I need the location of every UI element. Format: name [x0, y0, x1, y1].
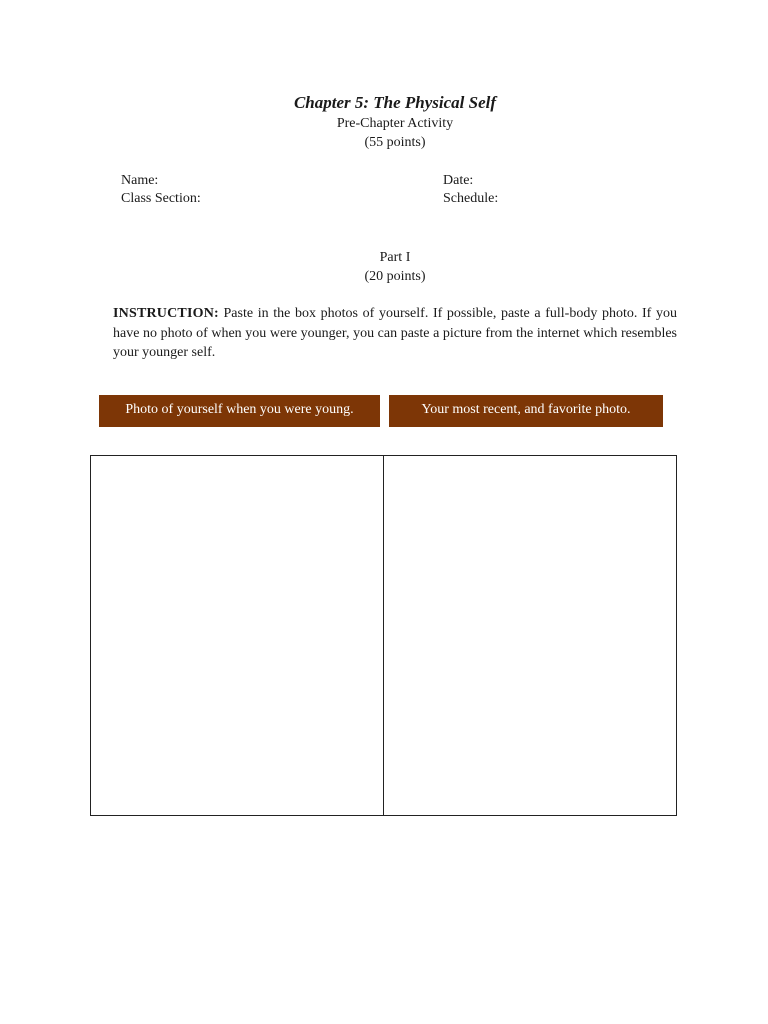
- class-section-label: Class Section:: [121, 191, 201, 206]
- instruction-paragraph: [113, 304, 677, 363]
- total-points: (55 points): [364, 135, 426, 150]
- young-photo-label: Photo of yourself when you were young.: [99, 395, 380, 427]
- recent-photo-box[interactable]: [383, 456, 676, 815]
- date-label: Date:: [443, 173, 474, 188]
- part-title: Part I: [379, 250, 411, 265]
- instruction-label: INSTRUCTION:: [113, 306, 219, 321]
- instruction-text: Paste in the box photos of yourself. If possible, paste a full-body photo. If you have no photo of when you were younger, you can paste a picture from the internet which resembles your younger self.: [113, 306, 677, 360]
- young-photo-box[interactable]: [91, 456, 383, 815]
- part-points: (20 points): [364, 269, 426, 284]
- activity-subtitle: Pre-Chapter Activity: [336, 116, 454, 131]
- name-label: Name:: [121, 173, 159, 188]
- recent-photo-label: Your most recent, and favorite photo.: [389, 395, 663, 427]
- schedule-label: Schedule:: [443, 191, 499, 206]
- photo-table: [90, 455, 677, 816]
- chapter-title: Chapter 5: The Physical Self: [293, 93, 497, 112]
